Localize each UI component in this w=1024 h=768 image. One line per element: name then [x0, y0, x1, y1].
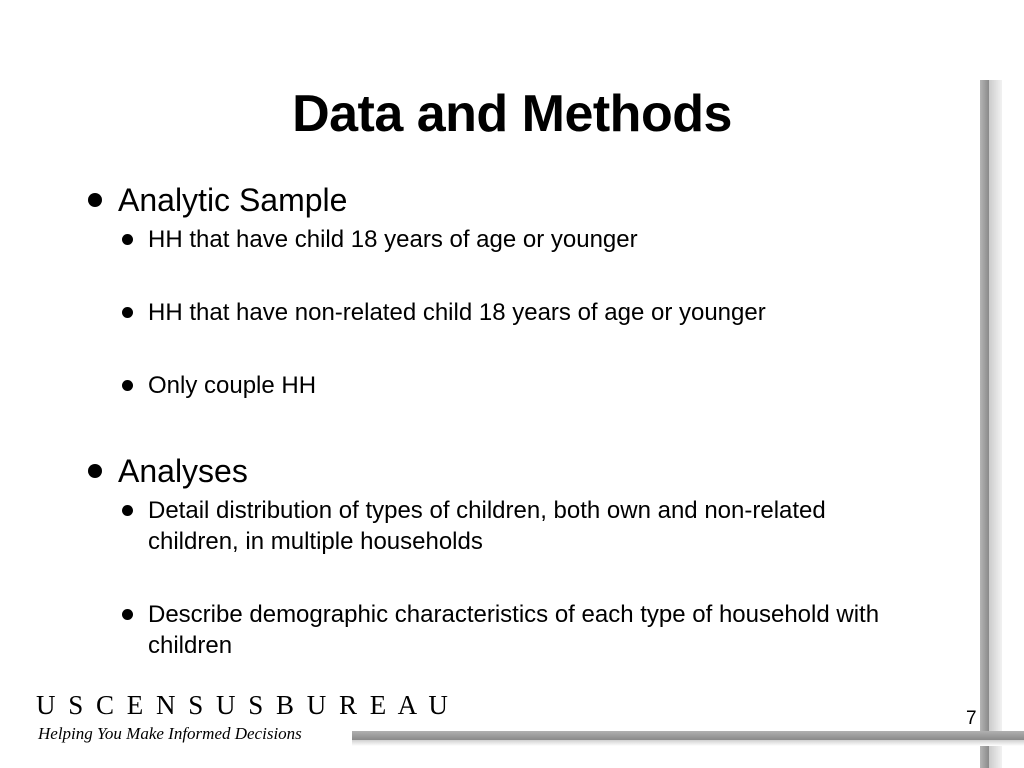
bullet-dot-icon [122, 307, 133, 318]
bullet-heading-text: Analytic Sample [118, 182, 348, 218]
bullet-heading-text: Analyses [118, 453, 248, 489]
bullet-item [84, 370, 904, 401]
bullet-item-text: Detail distribution of types of children, both own and non-related children, in multiple households [148, 497, 826, 555]
frame-bar-horizontal [352, 731, 1024, 740]
bullet-dot-icon [122, 505, 133, 516]
frame-shadow-horizontal [352, 740, 1024, 746]
bullet-item [84, 224, 904, 255]
bullet-heading [84, 451, 904, 491]
slide-title: Data and Methods [292, 85, 732, 143]
bullet-heading [84, 180, 904, 220]
page-number: 7 [966, 708, 977, 729]
bullet-dot-icon [122, 380, 133, 391]
bullet-dot-icon [88, 193, 102, 207]
bullet-item-text: HH that have non-related child 18 years of age or younger [148, 299, 766, 326]
census-bureau-logo: U S C E N S U S B U R E A U [36, 690, 451, 720]
frame-bar-vertical [980, 80, 989, 768]
bullet-list [84, 180, 904, 661]
bullet-item [84, 495, 908, 557]
bullet-dot-icon [122, 234, 133, 245]
bullet-dot-icon [122, 609, 133, 620]
bullet-item [84, 297, 904, 328]
bullet-dot-icon [88, 464, 102, 478]
frame-shadow-vertical [988, 80, 1002, 768]
footer-tagline: Helping You Make Informed Decisions [38, 724, 302, 743]
bullet-item-text: Only couple HH [148, 372, 317, 399]
bullet-item-text: Describe demographic characteristics of each type of household with children [148, 601, 880, 659]
bullet-item [84, 599, 908, 661]
bullet-item-text: HH that have child 18 years of age or younger [148, 226, 638, 253]
